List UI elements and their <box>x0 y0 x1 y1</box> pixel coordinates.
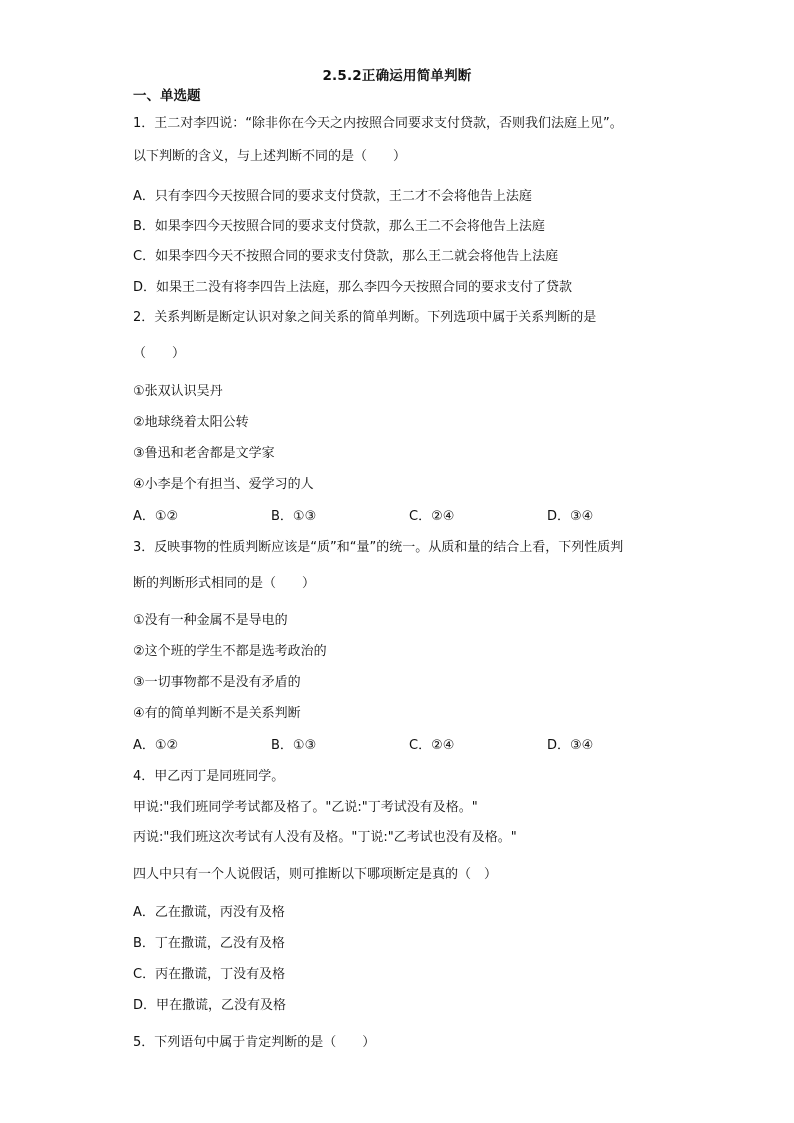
q2-option-d: D．③④ <box>547 509 594 524</box>
q4-option-b: B．丁在撒谎，乙没有及格 <box>133 936 285 951</box>
q3-item-2: ②这个班的学生不都是选考政治的 <box>133 644 327 659</box>
q2-option-b: B．①③ <box>271 509 317 524</box>
q1-option-a: A．只有李四今天按照合同的要求支付贷款，王二才不会将他告上法庭 <box>133 189 532 204</box>
q1-option-b: B．如果李四今天按照合同的要求支付贷款，那么王二不会将他告上法庭 <box>133 219 545 234</box>
q3-option-d: D．③④ <box>547 738 594 753</box>
q3-item-1: ①没有一种金属不是导电的 <box>133 613 288 628</box>
q3-stem-line-2: 断的判断形式相同的是（ ） <box>133 576 316 591</box>
q5-stem-line-1: 5．下列语句中属于肯定判断的是（ ） <box>133 1035 376 1050</box>
q3-item-3: ③一切事物都不是没有矛盾的 <box>133 675 301 690</box>
q3-option-a: A．①② <box>133 738 179 753</box>
q4-stem-line-1: 4．甲乙丙丁是同班同学。 <box>133 769 285 784</box>
q4-stem-line-2: 甲说:"我们班同学考试都及格了。"乙说:"丁考试没有及格。" <box>133 800 478 815</box>
q2-item-1: ①张双认识吴丹 <box>133 384 223 399</box>
q3-item-4: ④有的简单判断不是关系判断 <box>133 706 301 721</box>
q2-stem-line-2: （ ） <box>133 346 186 361</box>
q1-stem-line-2: 以下判断的含义，与上述判断不同的是（ ） <box>133 149 407 164</box>
q3-option-c: C．②④ <box>409 738 455 753</box>
section-heading: 一、单选题 <box>133 88 201 104</box>
q3-option-b: B．①③ <box>271 738 317 753</box>
q1-option-d: D．如果王二没有将李四告上法庭，那么李四今天按照合同的要求支付了贷款 <box>133 280 573 295</box>
q4-option-c: C．丙在撒谎，丁没有及格 <box>133 967 286 982</box>
q1-stem-line-1: 1．王二对李四说：“除非你在今天之内按照合同要求支付贷款，否则我们法庭上见”。 <box>133 116 623 131</box>
q2-option-c: C．②④ <box>409 509 455 524</box>
q2-item-4: ④小李是个有担当、爱学习的人 <box>133 477 314 492</box>
q4-option-d: D．甲在撒谎，乙没有及格 <box>133 998 287 1013</box>
document-title: 2.5.2正确运用简单判断 <box>322 68 472 84</box>
q4-stem-line-4: 四人中只有一个人说假话，则可推断以下哪项断定是真的（ ） <box>133 867 498 882</box>
q4-option-a: A．乙在撒谎，丙没有及格 <box>133 905 285 920</box>
q4-stem-line-3: 丙说:"我们班这次考试有人没有及格。"丁说:"乙考试也没有及格。" <box>133 830 517 845</box>
q1-option-c: C．如果李四今天不按照合同的要求支付贷款，那么王二就会将他告上法庭 <box>133 249 559 264</box>
q2-stem-line-1: 2．关系判断是断定认识对象之间关系的简单判断。下列选项中属于关系判断的是 <box>133 310 597 325</box>
q2-item-3: ③鲁迅和老舍都是文学家 <box>133 446 275 461</box>
q2-option-a: A．①② <box>133 509 179 524</box>
q3-stem-line-1: 3．反映事物的性质判断应该是“质”和“量”的统一。从质和量的结合上看，下列性质判 <box>133 540 624 555</box>
q2-item-2: ②地球绕着太阳公转 <box>133 415 249 430</box>
